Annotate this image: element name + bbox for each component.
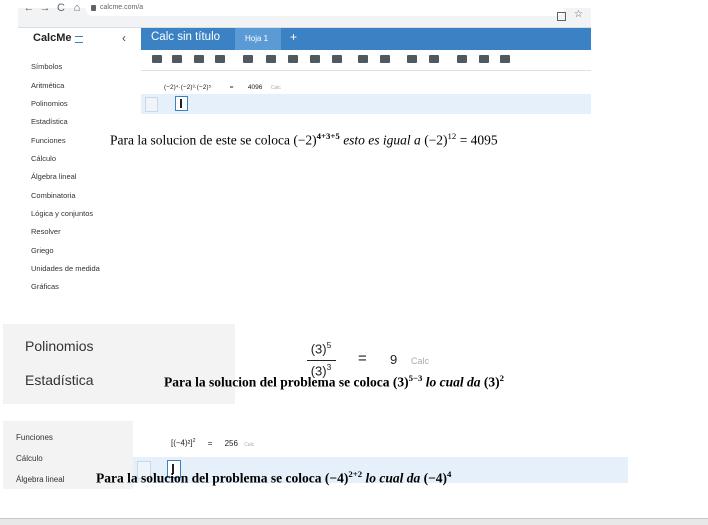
- sidebar-item-estadistica-2[interactable]: Estadística: [25, 372, 94, 388]
- sidebar-item-unidades[interactable]: Unidades de medida: [31, 264, 100, 273]
- matrix-icon[interactable]: [215, 55, 225, 63]
- expression-3-exp: 2: [192, 438, 196, 444]
- app-logo: CalcMe: [33, 32, 72, 44]
- explanation-2-base1: (3): [392, 374, 409, 390]
- menu-icon[interactable]: [75, 36, 83, 43]
- reload-icon[interactable]: C: [57, 2, 65, 14]
- explanation-1-tail: = 4095: [456, 132, 498, 148]
- collapse-sidebar-icon[interactable]: ‹: [122, 31, 126, 45]
- sqrt-icon[interactable]: [194, 55, 204, 63]
- share-icon[interactable]: [557, 12, 566, 21]
- sidebar-item-polinomios[interactable]: Polinomios: [31, 99, 68, 108]
- fraction-numerator: [306, 340, 336, 356]
- page-bottom-bar: [0, 519, 708, 525]
- forward-icon[interactable]: →: [39, 2, 51, 14]
- integral-icon[interactable]: [380, 55, 390, 63]
- explanation-1-base1: (−2): [293, 132, 317, 148]
- numerator-base: (3): [310, 341, 327, 357]
- explanation-2: [164, 373, 504, 391]
- sidebar-item-griego[interactable]: Griego: [31, 246, 54, 255]
- equals-sign-1: =: [229, 84, 234, 91]
- address-bar[interactable]: [86, 2, 564, 16]
- sidebar-item-estadistica[interactable]: Estadística: [31, 117, 68, 126]
- grid-icon[interactable]: [243, 55, 253, 63]
- back-icon[interactable]: ←: [23, 2, 35, 14]
- numerator-exp: 5: [326, 340, 332, 350]
- expression-row-1[interactable]: [164, 76, 281, 94]
- table-icon[interactable]: [266, 55, 276, 63]
- explanation-1-text: Para la solucion de este se coloca: [110, 132, 294, 148]
- denominator-exp: 3: [326, 362, 332, 372]
- explanation-2-base2: (3): [483, 374, 500, 390]
- document-title[interactable]: Calc sin título: [151, 31, 221, 43]
- sidebar-item-resolver[interactable]: Resolver: [31, 227, 61, 236]
- sidebar-item-simbolos[interactable]: Símbolos: [31, 62, 63, 71]
- lock-icon: [91, 5, 96, 11]
- explanation-1-exp2: 12: [447, 131, 457, 141]
- chart-icon[interactable]: [288, 55, 298, 63]
- home-icon[interactable]: ⌂: [73, 2, 81, 14]
- sidebar-item-combinatoria[interactable]: Combinatoria: [31, 191, 76, 200]
- explanation-3-exp1: 2+2: [348, 469, 363, 479]
- denominator-base: (3): [310, 363, 327, 379]
- explanation-2-text: Para la solucion del problema se coloca: [164, 374, 393, 390]
- text-cursor-1: [180, 99, 182, 108]
- expression-3-base: [(−4)²]: [171, 438, 193, 448]
- sidebar-item-algebra-lineal-3[interactable]: Álgebra lineal: [16, 475, 65, 484]
- sidebar-item-funciones-3[interactable]: Funciones: [16, 433, 53, 442]
- explanation-3-base1: (−4): [324, 470, 349, 486]
- text-icon[interactable]: [457, 55, 467, 63]
- explanation-3-text: Para la solucion del problema se coloca: [96, 470, 325, 486]
- equals-sign-2: =: [358, 350, 367, 367]
- sidebar-item-calculo[interactable]: Cálculo: [31, 154, 57, 163]
- input-cell-1[interactable]: [175, 96, 188, 111]
- star-icon[interactable]: ☆: [574, 9, 583, 20]
- explanation-2-exp2: 2: [499, 373, 505, 383]
- code-icon[interactable]: [500, 55, 510, 63]
- calculator-icon[interactable]: [310, 55, 320, 63]
- explanation-1: [110, 131, 498, 149]
- url-text: calcme.com/a: [100, 4, 144, 11]
- sidebar-item-aritmetica[interactable]: Aritmética: [31, 81, 65, 90]
- chat-icon[interactable]: [429, 55, 439, 63]
- equals-sign-3: =: [207, 438, 213, 448]
- power-icon[interactable]: [172, 55, 182, 63]
- result-1: 4096: [247, 84, 263, 91]
- explanation-1-base2: (−2): [424, 132, 448, 148]
- sum-icon[interactable]: [332, 55, 342, 63]
- sidebar-item-polinomios-2[interactable]: Polinomios: [25, 338, 94, 354]
- calc-label-1: Calc: [270, 85, 281, 91]
- explanation-1-mid: esto es igual a: [339, 132, 425, 148]
- row-handle-1[interactable]: [145, 97, 158, 112]
- sidebar-item-graficas[interactable]: Gráficas: [31, 282, 59, 291]
- hand-icon[interactable]: [407, 55, 417, 63]
- image-icon[interactable]: [479, 55, 489, 63]
- sidebar-item-logica[interactable]: Lógica y conjuntos: [31, 209, 94, 218]
- sidebar-item-algebra-lineal[interactable]: Álgebra lineal: [31, 172, 77, 181]
- calc-label-2: Calc: [411, 356, 430, 366]
- result-2: 9: [390, 352, 398, 367]
- expression-row-3[interactable]: [171, 438, 254, 448]
- sidebar-item-calculo-3[interactable]: Cálculo: [16, 454, 43, 463]
- result-3: 256: [224, 438, 238, 448]
- explanation-3-exp2: 4: [447, 469, 452, 479]
- sidebar-item-funciones[interactable]: Funciones: [31, 136, 66, 145]
- sidebar: [18, 50, 141, 295]
- calc-label-3: Calc: [244, 441, 255, 448]
- input-row-1: [141, 94, 591, 114]
- add-tab-button[interactable]: +: [290, 30, 298, 44]
- explanation-3: [96, 469, 451, 487]
- explanation-3-base2: (−4): [423, 470, 448, 486]
- expression-1: (−2)⁴·(−2)³·(−2)⁵: [164, 84, 212, 91]
- tab-label: Hoja 1: [245, 34, 269, 43]
- explanation-2-exp1: 5−3: [408, 373, 423, 383]
- fraction-bar: [307, 360, 336, 361]
- derivative-icon[interactable]: [358, 55, 368, 63]
- explanation-2-mid: lo cual da: [422, 374, 484, 390]
- explanation-3-mid: lo cual da: [362, 470, 424, 486]
- explanation-1-exp1: 4+3+5: [316, 131, 340, 141]
- fraction-icon[interactable]: [152, 55, 162, 63]
- sidebar-crop-2: [3, 324, 235, 404]
